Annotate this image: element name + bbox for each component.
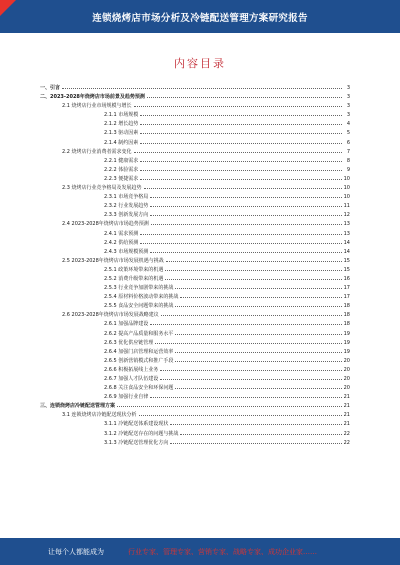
toc-entry-text: 2.6.6 积极拓展线上业务	[104, 366, 159, 373]
toc-entry-text: 三、连锁烧烤店冷链配送管理方案	[40, 403, 116, 410]
toc-page-number: 14	[343, 248, 350, 255]
toc-entry-text: 2.5.3 行业竞争加剧带来的挑战	[104, 285, 174, 292]
toc-entry-text: 2.1.3 驱动因素	[104, 130, 139, 137]
toc-entry[interactable]	[40, 420, 350, 429]
toc-page-number: 13	[343, 230, 350, 237]
toc-entry-text: 2.2.1 健康需求	[104, 157, 139, 164]
toc-entry[interactable]	[40, 248, 350, 257]
dot-leader	[161, 314, 342, 316]
toc-entry-text: 2.6.8 关注食品安全和环保问题	[104, 385, 174, 392]
dot-leader	[170, 423, 341, 425]
dot-leader	[150, 323, 341, 325]
top-banner	[0, 0, 400, 33]
table-of-contents	[40, 84, 350, 448]
toc-page-number: 18	[343, 321, 350, 328]
toc-page-number: 19	[343, 339, 350, 346]
toc-page-number: 22	[343, 430, 350, 437]
toc-entry[interactable]	[40, 311, 350, 320]
toc-page-number: 20	[343, 385, 350, 392]
toc-entry[interactable]	[40, 430, 350, 439]
dot-leader	[166, 260, 342, 262]
footer-tagline: 行业专家、管理专家、营销专家、战略专家、成功企业家……	[128, 548, 317, 556]
toc-entry-text: 3.1.3 冷链配送管理优化方向	[104, 439, 169, 446]
dot-leader	[134, 151, 342, 153]
toc-entry[interactable]	[40, 411, 350, 420]
toc-page-number: 19	[343, 330, 350, 337]
toc-entry[interactable]	[40, 339, 350, 348]
toc-entry[interactable]	[40, 111, 350, 120]
toc-entry-text: 2.5.5 食品安全问题带来的挑战	[104, 303, 174, 310]
dot-leader	[180, 433, 341, 435]
dot-leader	[140, 169, 342, 171]
dot-leader	[117, 405, 342, 407]
toc-entry-text: 2.5 2023-2028年烧烤店市场发展机遇与挑战	[62, 257, 164, 264]
dot-leader	[140, 233, 341, 235]
toc-entry[interactable]	[40, 439, 350, 448]
dot-leader	[175, 351, 341, 353]
dot-leader	[62, 87, 342, 89]
toc-entry-text: 2.1.1 市场规模	[104, 112, 139, 119]
toc-entry-text: 2.4.3 市场规模预测	[104, 248, 149, 255]
toc-page-number: 21	[343, 403, 350, 410]
dot-leader	[150, 251, 341, 253]
toc-page-number: 17	[343, 285, 350, 292]
toc-page-number: 9	[346, 166, 350, 173]
toc-entry-text: 2.2.3 便捷需求	[104, 175, 139, 182]
toc-page-number: 11	[343, 203, 350, 210]
toc-entry-text: 3.1.1 冷链配送体系建设现状	[104, 421, 169, 428]
toc-entry-text: 2.5.1 政策环境带来的机遇	[104, 266, 164, 273]
toc-entry[interactable]	[40, 357, 350, 366]
toc-entry[interactable]	[40, 84, 350, 93]
toc-entry-text: 2.4.1 需求预测	[104, 230, 139, 237]
dot-leader	[165, 269, 341, 271]
toc-entry[interactable]	[40, 266, 350, 275]
dot-leader	[150, 196, 341, 198]
dot-leader	[140, 114, 342, 116]
toc-entry[interactable]	[40, 302, 350, 311]
toc-entry[interactable]	[40, 384, 350, 393]
toc-entry[interactable]	[40, 139, 350, 148]
dot-leader	[140, 132, 342, 134]
toc-entry-text: 2.6.5 创新营销模式和推广手段	[104, 357, 174, 364]
dot-leader	[155, 342, 341, 344]
dot-leader	[144, 187, 342, 189]
toc-entry[interactable]	[40, 257, 350, 266]
toc-entry[interactable]	[40, 348, 350, 357]
dot-leader	[160, 369, 341, 371]
toc-page-number: 18	[343, 303, 350, 310]
toc-entry-text: 2.6.1 加强品牌建设	[104, 321, 149, 328]
dot-leader	[180, 296, 341, 298]
dot-leader	[140, 160, 342, 162]
toc-page-number: 18	[343, 312, 350, 319]
toc-entry[interactable]	[40, 284, 350, 293]
toc-entry[interactable]	[40, 239, 350, 248]
toc-entry[interactable]	[40, 375, 350, 384]
toc-page-number: 13	[343, 221, 350, 228]
toc-page-number: 19	[343, 348, 350, 355]
toc-entry[interactable]	[40, 402, 350, 411]
toc-page-number: 14	[343, 239, 350, 246]
toc-entry[interactable]	[40, 148, 350, 157]
toc-page-number: 3	[346, 103, 350, 110]
dot-leader	[160, 378, 341, 380]
toc-entry[interactable]	[40, 293, 350, 302]
dot-leader	[150, 396, 341, 398]
dot-leader	[175, 360, 341, 362]
toc-entry-text: 2.1.4 制约因素	[104, 139, 139, 146]
toc-page-number: 20	[343, 357, 350, 364]
toc-page-number: 10	[343, 175, 350, 182]
toc-entry-text: 2.6 2023-2028年烧烤店市场发展战略建议	[62, 312, 159, 319]
toc-entry-text: 2.2 烧烤店行业消费者需求变化	[62, 148, 132, 155]
toc-page-number: 21	[343, 412, 350, 419]
dot-leader	[175, 333, 341, 335]
toc-entry-text: 2.3.2 行业发展趋势	[104, 203, 149, 210]
toc-page-number: 3	[346, 112, 350, 119]
toc-entry[interactable]	[40, 220, 350, 229]
toc-entry[interactable]	[40, 275, 350, 284]
dot-leader	[165, 278, 341, 280]
toc-entry[interactable]	[40, 93, 350, 102]
toc-page-number: 7	[346, 148, 350, 155]
dot-leader	[139, 414, 342, 416]
toc-entry[interactable]	[40, 211, 350, 220]
toc-entry[interactable]	[40, 129, 350, 138]
dot-leader	[150, 205, 341, 207]
toc-entry[interactable]	[40, 166, 350, 175]
dot-leader	[147, 96, 342, 98]
dot-leader	[175, 287, 341, 289]
toc-page-number: 15	[343, 266, 350, 273]
toc-entry[interactable]	[40, 366, 350, 375]
toc-entry-text: 2.6.7 加强人才队伍建设	[104, 376, 159, 382]
toc-entry-text: 2.5.4 原材料价格波动带来的挑战	[104, 294, 179, 301]
toc-entry[interactable]	[40, 120, 350, 129]
toc-entry-text: 2.6.4 加强门店管理和运营效率	[104, 348, 174, 355]
toc-entry-text: 2.1 烧烤店行业市场规模与增长	[62, 103, 132, 110]
toc-entry[interactable]	[40, 330, 350, 339]
toc-page-number: 21	[343, 421, 350, 428]
dot-leader	[150, 214, 341, 216]
report-title: 连锁烧烤店市场分析及冷链配送管理方案研究报告	[92, 13, 308, 24]
toc-entry-text: 2.3 烧烤店行业竞争格局及发展趋势	[62, 185, 142, 192]
toc-page-number: 20	[343, 376, 350, 382]
dot-leader	[170, 442, 341, 444]
toc-entry-text: 一、引言	[40, 85, 61, 91]
dot-leader	[140, 142, 342, 144]
toc-page-number: 3	[346, 85, 350, 91]
toc-page-number: 21	[343, 394, 350, 401]
toc-entry-text: 2.5.2 消费升级带来的机遇	[104, 275, 164, 282]
toc-entry-text: 2.6.2 提高产品质量和服务水平	[104, 330, 174, 337]
toc-entry-text: 2.6.9 加强行业自律	[104, 394, 149, 401]
toc-heading: 内容目录	[174, 57, 226, 70]
toc-entry[interactable]	[40, 184, 350, 193]
footer-slogan: 让每个人都能成为	[48, 548, 104, 556]
toc-page-number: 10	[343, 185, 350, 192]
toc-page-number: 12	[343, 212, 350, 219]
toc-entry[interactable]	[40, 193, 350, 202]
dot-leader	[140, 178, 341, 180]
toc-entry-text: 二、2023-2028年烧烤店市场前景及趋势预测	[40, 94, 145, 101]
toc-entry-text: 2.3.1 市场竞争格局	[104, 194, 149, 201]
dot-leader	[134, 105, 342, 107]
toc-entry-text: 2.3.3 创新发展方向	[104, 212, 149, 219]
toc-entry[interactable]	[40, 230, 350, 239]
toc-entry-text: 3.1 连锁烧烤店冷链配送现状分析	[62, 412, 137, 419]
toc-page-number: 6	[346, 139, 350, 146]
toc-page-number: 16	[343, 275, 350, 282]
dot-leader	[140, 242, 341, 244]
toc-page-number: 22	[343, 439, 350, 446]
toc-entry[interactable]	[40, 157, 350, 166]
toc-entry[interactable]	[40, 320, 350, 329]
toc-entry[interactable]	[40, 393, 350, 402]
toc-page-number: 5	[346, 130, 350, 137]
dot-leader	[151, 223, 342, 225]
toc-entry-text: 2.4.2 供给预测	[104, 239, 139, 246]
dot-leader	[175, 305, 341, 307]
toc-page-number: 15	[343, 257, 350, 264]
dot-leader	[140, 123, 342, 125]
toc-page-number: 17	[343, 294, 350, 301]
toc-page-number: 8	[346, 157, 350, 164]
footer-banner	[0, 538, 400, 565]
toc-entry[interactable]	[40, 102, 350, 111]
toc-page-number: 20	[343, 366, 350, 373]
toc-page-number: 4	[346, 121, 350, 128]
toc-page-number: 10	[343, 194, 350, 201]
toc-entry[interactable]	[40, 175, 350, 184]
toc-entry[interactable]	[40, 202, 350, 211]
toc-entry-text: 3.1.2 冷链配送存在的问题与挑战	[104, 430, 179, 437]
dot-leader	[175, 387, 341, 389]
toc-entry-text: 2.4 2023-2028年烧烤店市场趋势预测	[62, 221, 149, 228]
toc-entry-text: 2.6.3 优化供应链管理	[104, 339, 154, 346]
toc-page-number: 3	[346, 94, 350, 101]
toc-entry-text: 2.1.2 增长趋势	[104, 121, 139, 128]
toc-entry-text: 2.2.2 体验需求	[104, 166, 139, 173]
